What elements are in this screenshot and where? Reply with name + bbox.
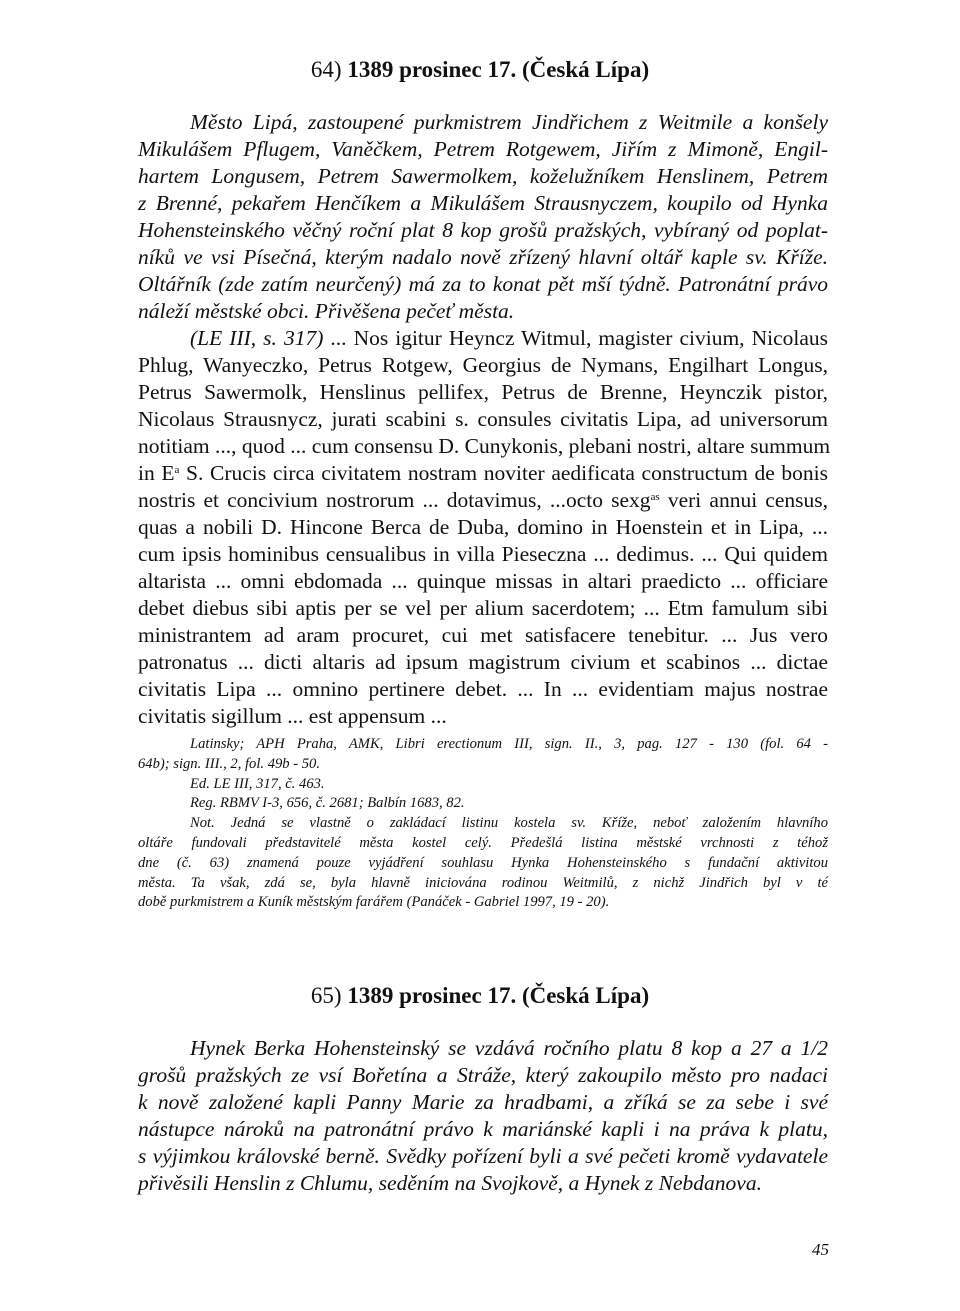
latin-line: altarista ... omni ebdomada ... quinque missas in altari praedicto ... officiare bbox=[138, 569, 828, 593]
latin-line: debet diebus sibi aptis per se vel per alium sacerdotem; ... Etm famulum sibi bbox=[138, 596, 828, 620]
note-line: Ed. LE III, 317, č. 463. bbox=[190, 775, 325, 792]
latin-source-ref: (LE III, s. 317) bbox=[190, 326, 324, 350]
note-line: Not. Jedná se vlastně o zakládací listinu kostela sv. Kříže, neboť založením hlavního bbox=[190, 815, 828, 832]
summary-line: nástupce nároků na patronátní právo k mariánské kapli i na práva k platu, bbox=[138, 1117, 828, 1141]
superscript: as bbox=[650, 491, 660, 503]
entry-64-place: (Česká Lípa) bbox=[521, 57, 650, 82]
summary-line: náleží městské obci. Přivěšena pečeť města. bbox=[138, 299, 515, 323]
entry-65-summary bbox=[138, 1035, 828, 1197]
summary-line: Hynek Berka Hohensteinský se vzdává ročního platu 8 kop a 27 a 1/2 bbox=[190, 1036, 828, 1060]
latin-line: civitatis Lipa ... omnino pertinere debet. ... In ... evidentiam majus nostrae bbox=[138, 677, 828, 701]
summary-line: přivěsili Henslin z Chlumu, seděním na Svojkově, a Hynek z Nebdanova. bbox=[138, 1171, 762, 1195]
latin-line: nostris et concivium nostrorum ... dotavimus, ...octo sexg$^{as}$ veri annui census, bbox=[138, 488, 828, 512]
note-line: oltáře fundovali představitelé města kostel celý. Předešlá listina městské vrchnosti z téhož bbox=[138, 834, 828, 851]
summary-line: z Brenné, pekařem Henčíkem a Mikulášem Strausnyczem, koupilo od Hynka bbox=[138, 191, 828, 215]
note-line: dne (č. 63) znamená pouze vyjádření souhlasu Hynka Hohensteinského s fundační aktivitou bbox=[138, 854, 828, 871]
latin-line: in $E^a$ S. Crucis circa civitatem nostram noviter aedificata constructum de bonis bbox=[138, 461, 828, 485]
latin-line: quas a nobili D. Hincone Berca de Duba, domino in Hoenstein et in Lipa, ... bbox=[138, 515, 828, 539]
summary-line: grošů pražských ze vsí Bořetína a Stráže, který zakoupilo město pro nadaci bbox=[138, 1063, 828, 1087]
page-number: 45 bbox=[812, 1240, 829, 1259]
note-line: době purkmistrem a Kuník městským farářem (Panáček - Gabriel 1997, 19 - 20). bbox=[138, 894, 610, 911]
note-line: města. Ta však, zdá se, byla hlavně iniciována rodinou Weitmilů, z nichž Jindřich byl v té bbox=[138, 874, 828, 891]
latin-line: (LE III, s. 317) ... Nos igitur Heyncz Witmul, magister civium, Nicolaus bbox=[190, 326, 828, 350]
latin-line: cum ipsis hominibus censualibus in villa Pieseczna ... dedimus. ... Qui quidem bbox=[138, 542, 828, 566]
summary-line: níků ve vsi Písečná, kterým nadalo nově zřízený hlavní oltář kaple sv. Kříže. bbox=[138, 245, 828, 269]
latin-line: patronatus ... dicti altaris ad ipsum magistrum civium et scabinos ... dictae bbox=[138, 650, 828, 674]
note-line: Latinsky; APH Praha, AMK, Libri erectionum III, sign. II., 3, pag. 127 - 130 (fol. 64 - bbox=[190, 736, 828, 752]
entry-65-number: 65) bbox=[310, 983, 342, 1008]
summary-line: hartem Longusem, Petrem Sawermolkem, koželužníkem Henslinem, Petrem bbox=[138, 164, 828, 188]
latin-line: Phlug, Wanyeczko, Petrus Rotgew, Georgius de Nymans, Engilhart Longus, bbox=[138, 353, 828, 377]
summary-line: Hohensteinského věčný roční plat 8 kop grošů pražských, vybíraný od poplat- bbox=[138, 218, 828, 242]
summary-line: s výjimkou královské berně. Svědky pořízení byli a své pečeti kromě vydavatele bbox=[138, 1144, 828, 1168]
latin-line: civitatis sigillum ... est appensum ... bbox=[138, 704, 447, 728]
note-line: Reg. RBMV I-3, 656, č. 2681; Balbín 1683, 82. bbox=[190, 795, 465, 812]
entry-64-number: 64) bbox=[310, 57, 342, 82]
latin-line: notitiam ..., quod ... cum consensu D. Cunykonis, plebani nostri, altare summum bbox=[138, 434, 831, 458]
entry-64-latin-text bbox=[138, 325, 831, 730]
entry-64-notes bbox=[138, 735, 828, 913]
summary-line: Mikulášem Pflugem, Vaněčkem, Petrem Rotgewem, Jiřím z Mimoně, Engil- bbox=[138, 137, 828, 161]
latin-line: Nicolaus Strausnycz, jurati scabini s. consules civitatis Lipa, ad universorum bbox=[138, 407, 828, 431]
entry-64-heading bbox=[0, 56, 960, 84]
note-line: 64b); sign. III., 2, fol. 49b - 50. bbox=[138, 755, 320, 772]
latin-line: Petrus Sawermolk, Henslinus pellifex, Petrus de Brenne, Heynczik pistor, bbox=[138, 380, 828, 404]
entry-64-date: 1389 prosinec 17. bbox=[347, 57, 517, 82]
summary-line: k nově založené kapli Panny Marie za hradbami, a zříká se za sebe i své bbox=[138, 1090, 828, 1114]
entry-64-summary bbox=[138, 109, 828, 325]
summary-line: Oltářník (zde zatím neurčený) má za to konat pět mší týdně. Patronátní právo bbox=[138, 272, 828, 296]
superscript: a bbox=[174, 464, 180, 476]
entry-65-heading bbox=[0, 982, 960, 1010]
summary-line: Město Lipá, zastoupené purkmistrem Jindřichem z Weitmile a konšely bbox=[190, 110, 828, 134]
entry-65-date: 1389 prosinec 17. bbox=[347, 983, 517, 1008]
latin-line: ministrantem ad aram procuret, cui met satisfacere tenebitur. ... Jus vero bbox=[138, 623, 828, 647]
entry-65-place: (Česká Lípa) bbox=[521, 983, 650, 1008]
